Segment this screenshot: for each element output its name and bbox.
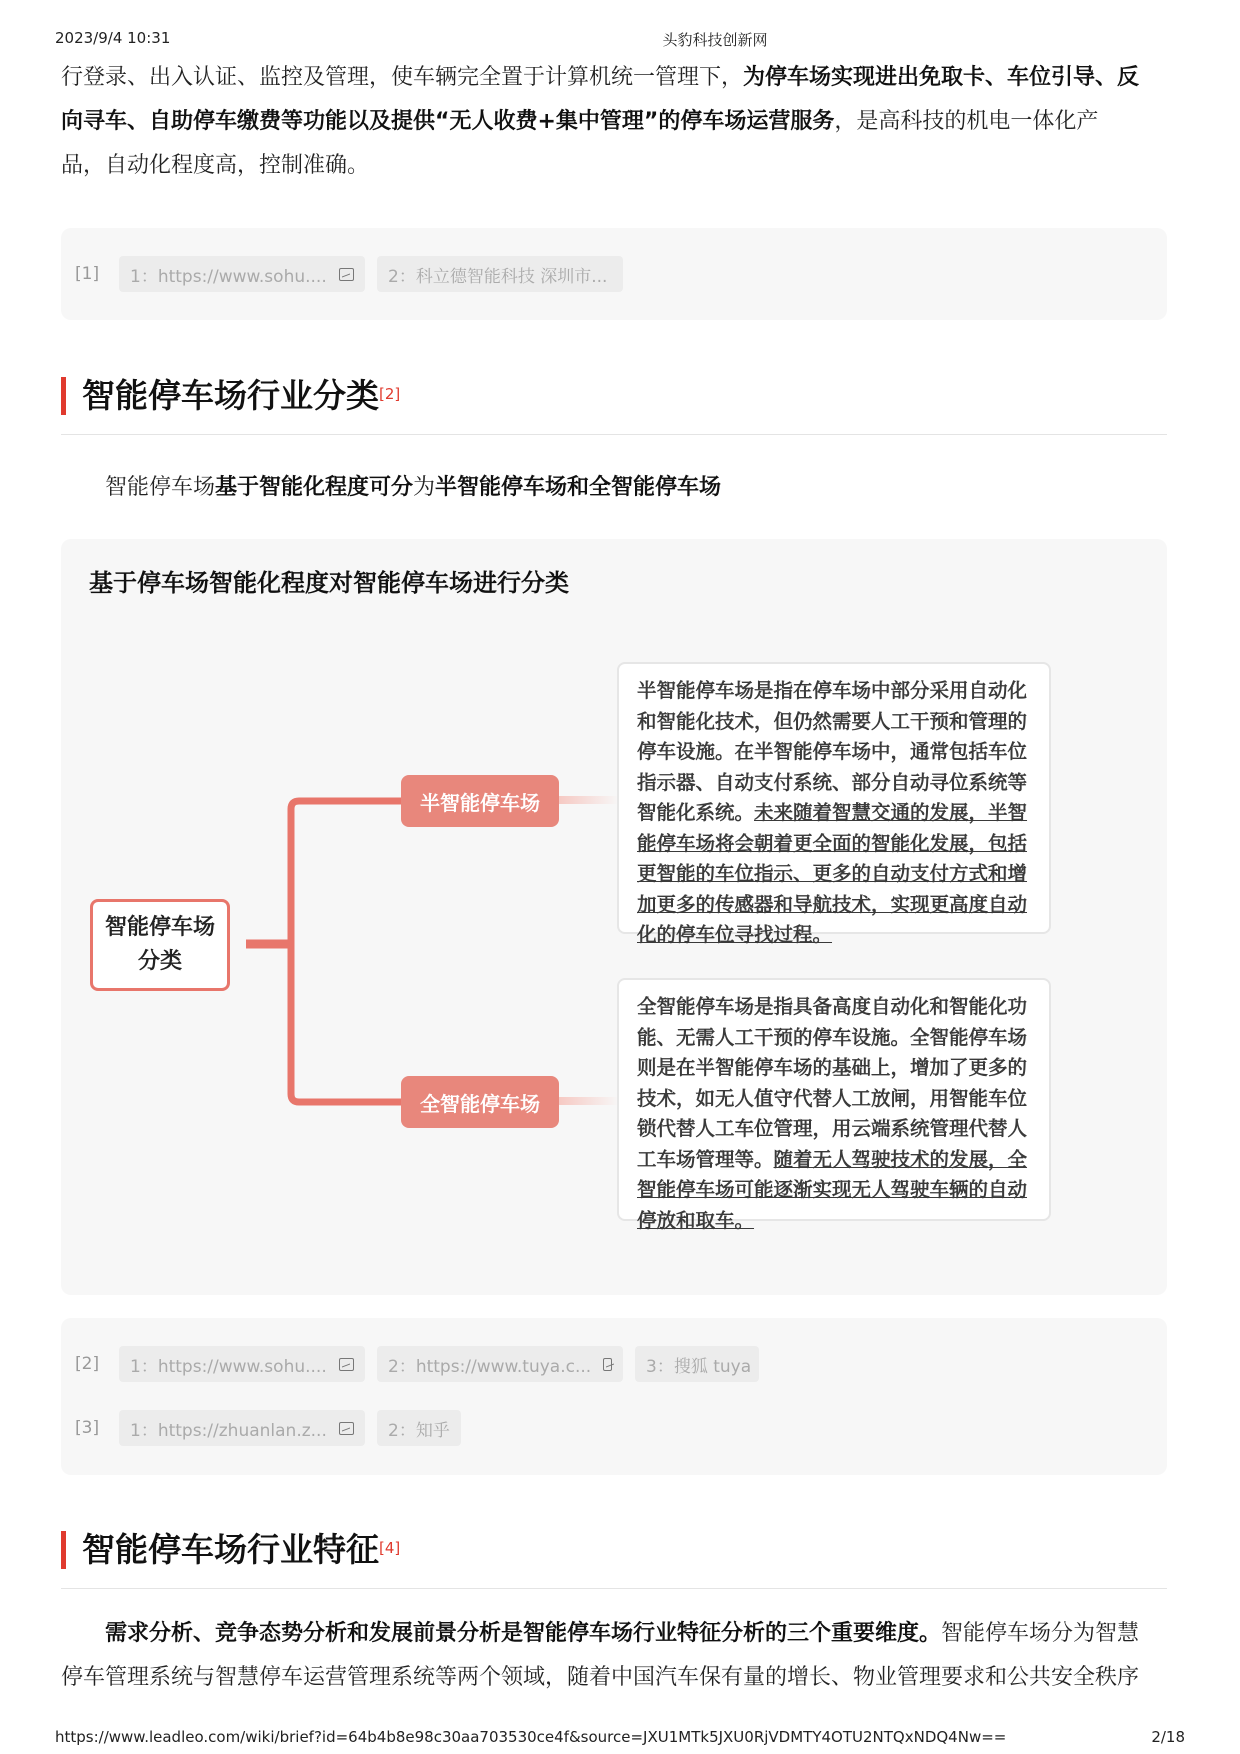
branch-connector-glow [559, 1097, 619, 1105]
section-paragraph: 需求分析、竞争态势分析和发展前景分析是智能停车场行业特征分析的三个重要维度。智能停车场分为智慧 停车管理系统与智慧停车运营管理系统等两个领域，随着中国汽车保有量的增长、物业管理要求和公共安全秩序 [61, 1621, 1140, 1690]
image-icon [339, 1422, 354, 1435]
reference-link[interactable]: 1：https://zhuanlan.z... [119, 1410, 365, 1446]
heading-accent-bar [61, 1531, 66, 1569]
section-title: 智能停车场行业分类 [82, 376, 379, 415]
classification-figure [61, 539, 1167, 1295]
print-datetime: 2023/9/4 10:31 [55, 29, 171, 47]
reference-link[interactable]: 2：科立德智能科技 深圳市... [377, 256, 623, 292]
section-heading [61, 370, 1167, 435]
branch-node-semi-smart: 半智能停车场 [401, 775, 559, 827]
image-icon [339, 1358, 354, 1371]
page-number: 2/18 [1151, 1728, 1185, 1746]
reference-link[interactable]: 1：https://www.sohu.... [119, 1346, 365, 1382]
reference-number: [2] [75, 1354, 100, 1374]
site-name: 头豹科技创新网 [662, 31, 768, 49]
page-footer [55, 1728, 1185, 1748]
reference-box-1 [61, 228, 1167, 320]
reference-box-2 [61, 1318, 1167, 1475]
description-card-semi-smart: 半智能停车场是指在停车场中部分采用自动化和智能化技术，但仍然需要人工干预和管理的停车设施。在半智能停车场中，通常包括车位指示器、自动支付系统、部分自动寻位系统等智能化系统。未来随着智慧交通的发展，半智能停车场将会朝着更全面的智能化发展，包括更智能的车位指示、更多的自动支付方式和增加更多的传感器和导航技术，实现更高度自动化的停车位寻找过程。 [617, 662, 1051, 934]
mindmap-root-node: 智能停车场分类 [90, 899, 230, 991]
heading-accent-bar [61, 377, 66, 415]
image-icon [339, 268, 354, 281]
reference-link[interactable]: 2：知乎 [377, 1410, 461, 1446]
description-card-full-smart: 全智能停车场是指具备高度自动化和智能化功能、无需人工干预的停车设施。全智能停车场则是在半智能停车场的基础上，增加了更多的技术，如无人值守代替人工放闸，用智能车位锁代替人工车位管理，用云端系统管理代替人工车场管理等。随着无人驾驶技术的发展，全智能停车场可能逐渐实现无人驾驶车辆的自动停放和取车。 [617, 978, 1051, 1221]
reference-row [61, 1410, 461, 1446]
branch-connector-glow [559, 796, 619, 804]
citation-link[interactable]: [2] [379, 385, 401, 403]
reference-link[interactable]: 1：https://www.sohu.... [119, 256, 365, 292]
figure-title: 基于停车场智能化程度对智能停车场进行分类 [89, 569, 569, 597]
section-paragraph: 智能停车场基于智能化程度可分为半智能停车场和全智能停车场 [105, 475, 722, 500]
reference-row [61, 1346, 759, 1382]
source-url: https://www.leadleo.com/wiki/brief?id=64b4b8e98c30aa703530ce4f&source=JXU1MTk5JXU0RjVDMTY4OTU2NTQxNDQ4Nw== [55, 1728, 1007, 1746]
reference-link[interactable]: 2：https://www.tuya.c... [377, 1346, 623, 1382]
reference-row [61, 256, 623, 292]
citation-link[interactable]: [4] [379, 1539, 401, 1557]
branch-node-full-smart: 全智能停车场 [401, 1076, 559, 1128]
page-header [0, 29, 1240, 51]
reference-link[interactable]: 3：搜狐 tuya [635, 1346, 759, 1382]
image-icon [603, 1358, 612, 1371]
reference-number: [3] [75, 1418, 100, 1438]
reference-number: [1] [75, 264, 100, 284]
section-title: 智能停车场行业特征 [82, 1530, 379, 1569]
section-heading [61, 1524, 1167, 1589]
intro-paragraph: 行登录、出入认证、监控及管理，使车辆完全置于计算机统一管理下，为停车场实现进出免取卡、车位引导、反 向寻车、自助停车缴费等功能以及提供“无人收费+集中管理”的停车场运营服务，是高科技的机电一体化产 品，自动化程度高，控制准确。 [61, 65, 1140, 178]
